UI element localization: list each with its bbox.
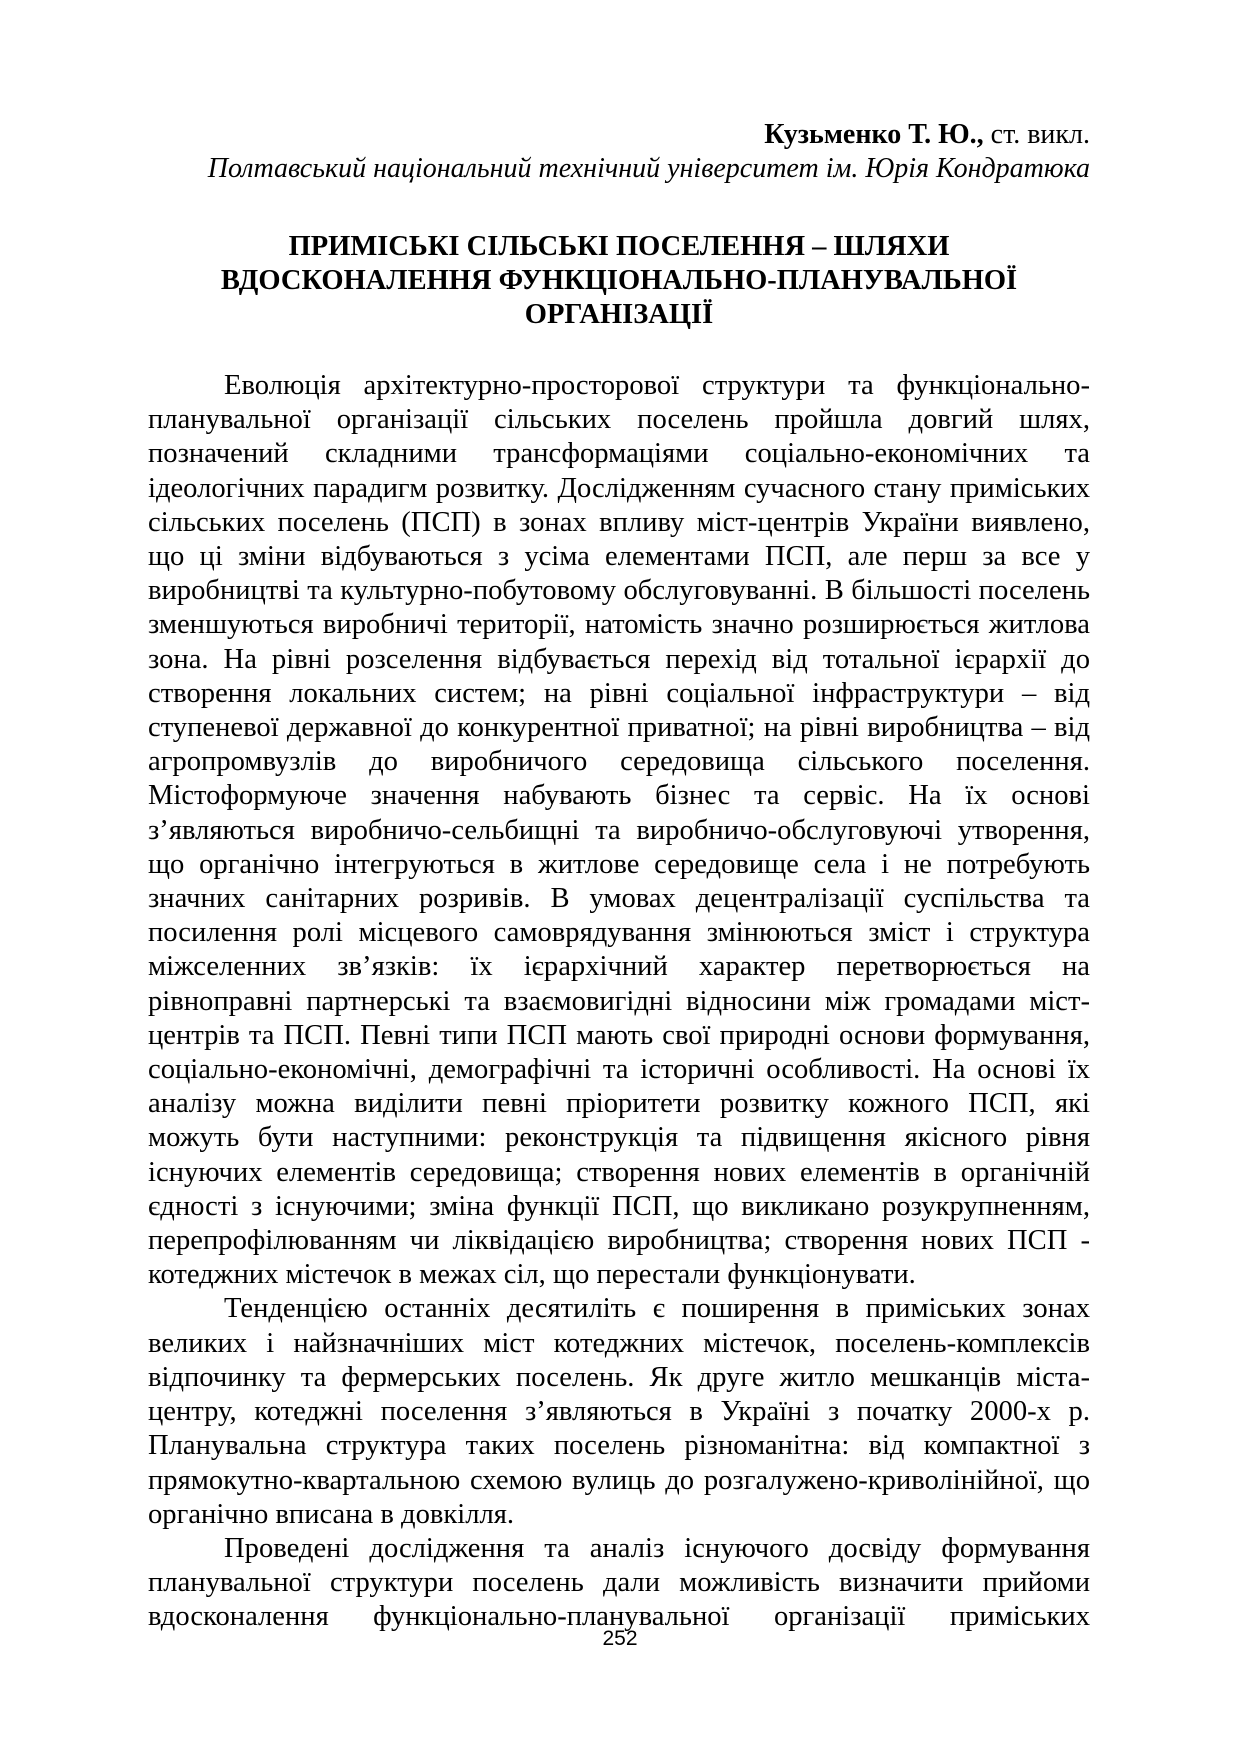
affiliation: Полтавський національний технічний університет ім. Юрія Кондратюка	[207, 153, 1090, 184]
title-line-1: ПРИМІСЬКІ СІЛЬСЬКІ ПОСЕЛЕННЯ – ШЛЯХИ	[288, 231, 950, 262]
page-number: 252	[602, 1627, 638, 1650]
article-body	[148, 369, 1090, 1635]
paragraph-3: Проведені дослідження та аналіз існуючого досвіду формування планувальної структури поселень дали можливість визначити прийоми вдосконалення функціонально-планувальної організації приміських	[148, 1532, 1090, 1633]
page-content	[148, 118, 1090, 1635]
paper-title	[148, 230, 1090, 332]
author-position: ст. викл.	[983, 119, 1090, 150]
author-line	[148, 118, 1090, 152]
paragraph-2: Тенденцією останніх десятиліть є поширення в приміських зонах великих і найзначніших міст котеджних містечок, поселень-комплексів відпочинку та фермерських поселень. Як друге житло мешканців міста-центру, котеджні поселення з’являються в Україні з початку 2000-х р. Планувальна структура таких поселень різноманітна: від компактної з прямокутно-квартальною схемою вулиць до розгалужено-криволінійної, що органічно вписана в довкілля.	[148, 1293, 1090, 1530]
title-line-3: ОРГАНІЗАЦІЇ	[524, 299, 714, 330]
paragraph-1: Еволюція архітектурно-просторової структури та функціонально-планувальної організації сільських поселень пройшла довгий шлях, позначений складними трансформаціями соціально-економічних та ідеологічних парадигм розвитку. Дослідженням сучасного стану приміських сільських поселень (ПСП) в зонах впливу міст-центрів України виявлено, що ці зміни відбуваються з усіма елементами ПСП, але перш за все у виробництві та культурно-побутовому обслуговуванні. В більшості поселень зменшуються виробничі території, натомість значно розширюється житлова зона. На рівні розселення відбувається перехід від тотальної ієрархії до створення локальних систем; на рівні соціальної інфраструктури – від ступеневої державної до конкурентної приватної; на рівні виробництва – від агропромвузлів до виробничого середовища сільського поселення. Містоформуюче значення набувають бізнес та сервіс. На їх основі з’являються виробничо-сельбищні та виробничо-обслуговуючі утворення, що органічно інтегруються в житлове середовище села і не потребують значних санітарних розривів. В умовах децентралізації суспільства та посилення ролі місцевого самоврядування змінюються зміст і структура міжселенних зв’язків: їх ієрархічний характер перетворюється на рівноправні партнерські та взаємовигідні відносини між громадами міст-центрів та ПСП. Певні типи ПСП мають свої природні основи формування, соціально-економічні, демографічні та історичні особливості. На основі їх аналізу можна виділити певні пріоритети розвитку кожного ПСП, які можуть бути наступними: реконструкція та підвищення якісного рівня існуючих елементів середовища; створення нових елементів в органічній єдності з існуючими; зміна функції ПСП, що викликано розукрупненням, перепрофілюванням чи ліквідацією виробництва; створення нових ПСП - котеджних містечок в межах сіл, що перестали функціонувати.	[148, 370, 1090, 1291]
title-line-2: ВДОСКОНАЛЕННЯ ФУНКЦІОНАЛЬНО-ПЛАНУВАЛЬНОЇ	[220, 265, 1018, 296]
author-name: Кузьменко Т. Ю.,	[764, 119, 984, 150]
